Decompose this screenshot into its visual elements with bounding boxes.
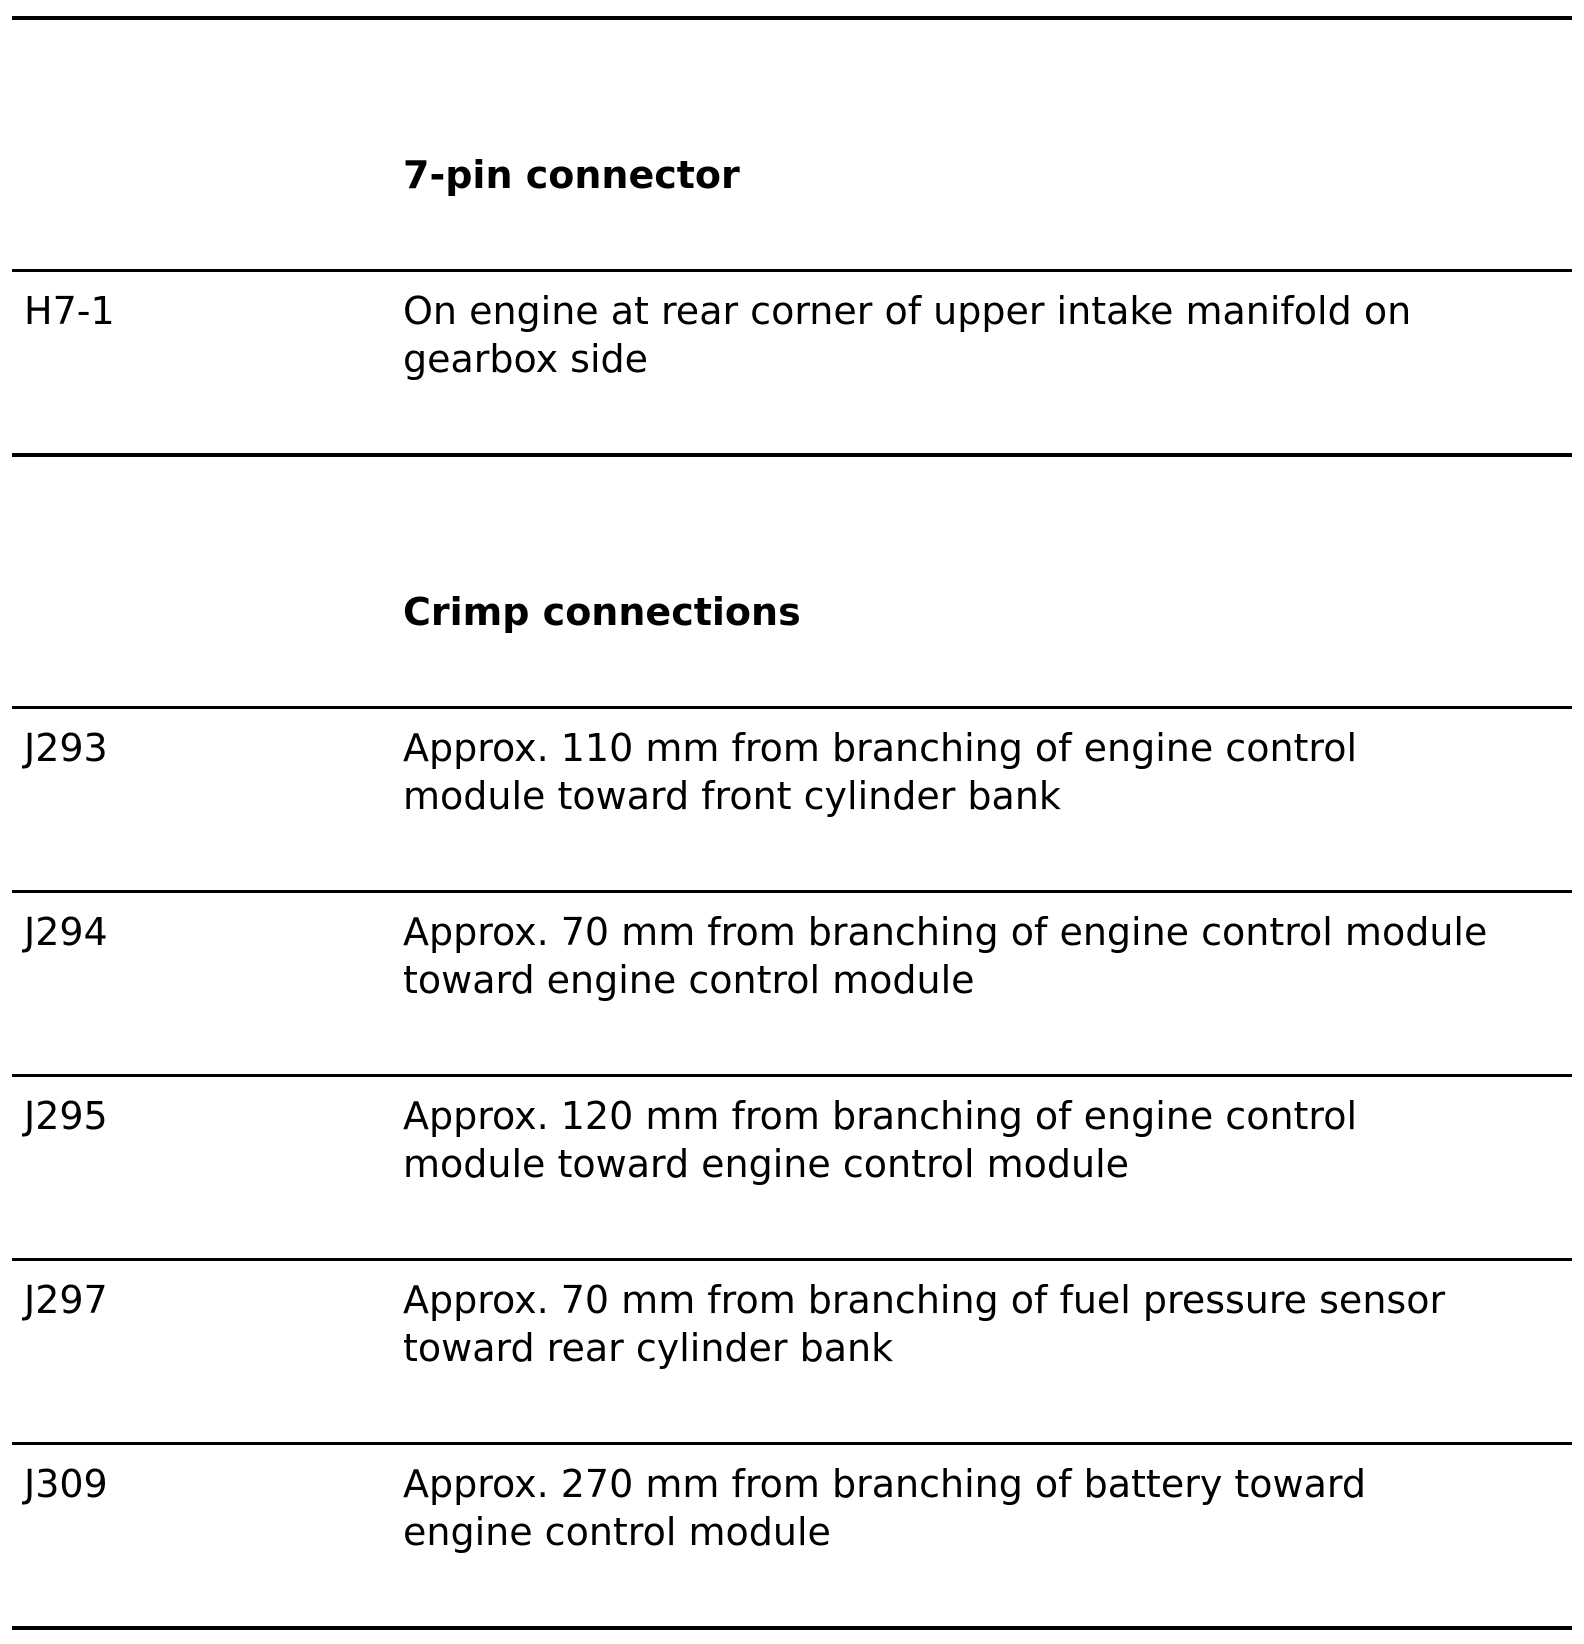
section-divider	[12, 453, 1572, 457]
table-bottom-rule	[12, 1626, 1572, 1630]
row-code: J297	[24, 1278, 108, 1322]
table-top-rule	[12, 16, 1572, 20]
row-code: J294	[24, 910, 108, 954]
row-description: Approx. 270 mm from branching of battery toward engine control module	[403, 1462, 1366, 1554]
row-divider	[12, 1074, 1572, 1077]
row-description: On engine at rear corner of upper intake manifold on gearbox side	[403, 289, 1412, 381]
row-code: J309	[24, 1462, 108, 1506]
row-divider	[12, 1258, 1572, 1261]
row-code: J295	[24, 1094, 108, 1138]
row-description: Approx. 110 mm from branching of engine control module toward front cylinder bank	[403, 726, 1358, 818]
row-code: H7-1	[24, 289, 115, 333]
row-divider	[12, 1442, 1572, 1445]
row-description: Approx. 70 mm from branching of engine control module toward engine control module	[403, 910, 1488, 1002]
row-description: Approx. 120 mm from branching of engine control module toward engine control module	[403, 1094, 1358, 1186]
row-divider	[12, 706, 1572, 709]
section-heading-7-pin-connector: 7-pin connector	[403, 153, 740, 197]
row-divider	[12, 890, 1572, 893]
section-heading-crimp-connections: Crimp connections	[403, 590, 801, 634]
row-description: Approx. 70 mm from branching of fuel pressure sensor toward rear cylinder bank	[403, 1278, 1446, 1370]
row-divider	[12, 269, 1572, 272]
row-code: J293	[24, 726, 108, 770]
